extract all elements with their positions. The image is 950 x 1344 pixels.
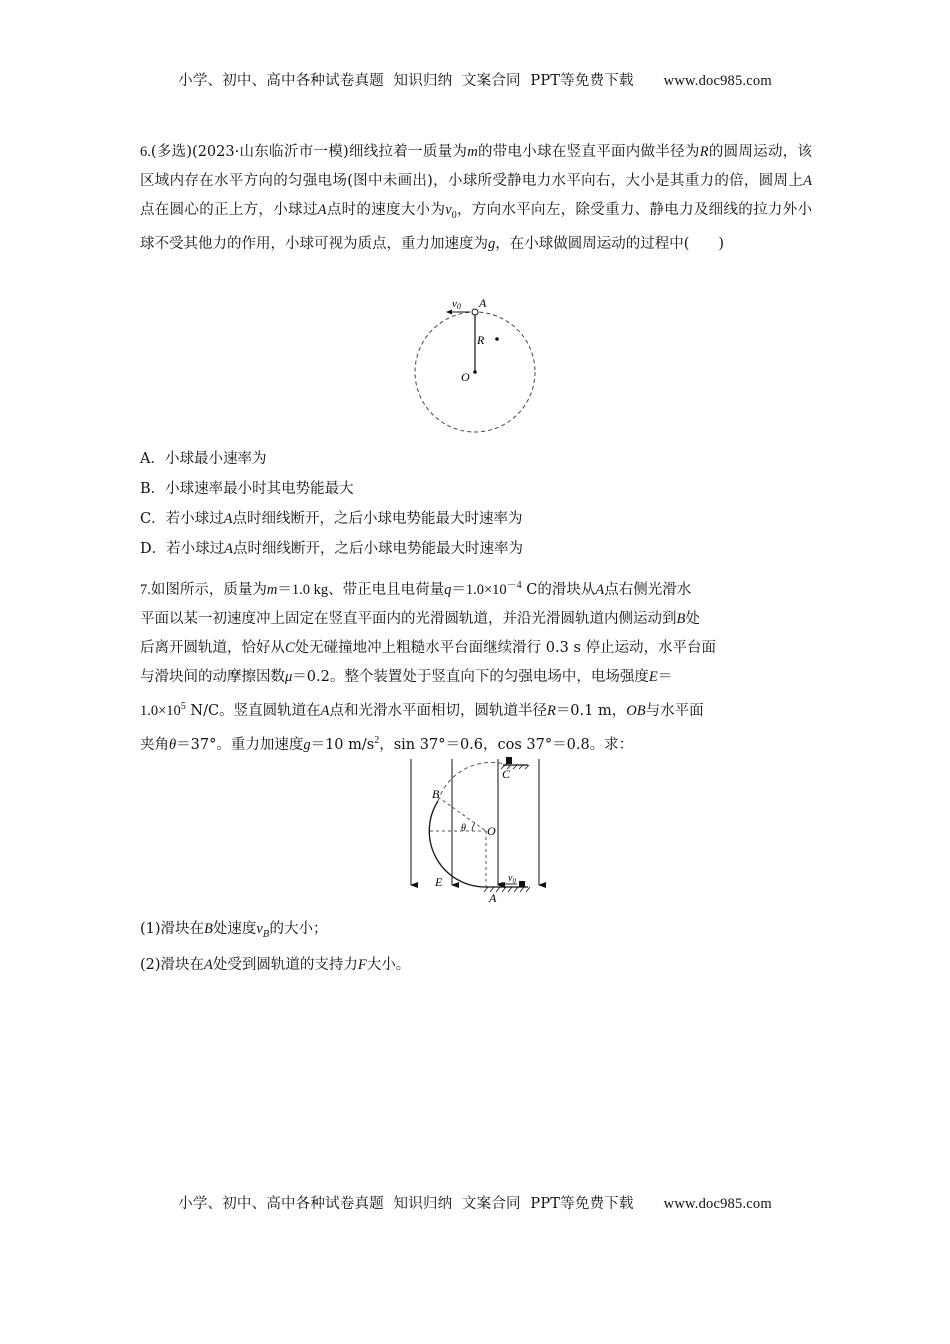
label-A: A	[479, 296, 487, 310]
sub-text: (2)滑块在	[140, 956, 205, 973]
sub-text: 处受到圆轨道的支持力	[212, 956, 358, 973]
q6-var: A	[317, 202, 327, 218]
q6-text: ，在小球做圆周运动的过程中( )	[495, 235, 725, 252]
label-C: C	[502, 767, 511, 781]
q6-var: g	[488, 235, 496, 252]
q7-sup: －4	[506, 580, 522, 591]
q7-text: ＝37°。重力加速度	[176, 736, 304, 753]
q6-text: ，方向水平向左，除受重力、静电力及细线的拉力外小球不受其他力的作用，小球可视为质点，重力加速度为	[140, 202, 813, 252]
label-E: E	[435, 875, 443, 889]
option-label: D．	[140, 541, 167, 557]
q7-sup: 5	[180, 700, 186, 712]
q6-var: A	[803, 173, 812, 189]
slider-block	[519, 881, 525, 887]
q7-text: ＝0.2。整个装置处于竖直向下的匀强电场中，电场强度	[292, 668, 649, 685]
q7-text: ＝0.1 m，	[555, 702, 627, 719]
option-b	[140, 474, 812, 504]
q7-text: C的滑块从	[521, 581, 596, 598]
q7-text: 处无碰撞地冲上粗糙水平台面继续滑行 0.3 s 停止运动，水平台面	[294, 639, 716, 656]
page-header	[0, 69, 950, 90]
sub-var: B	[204, 921, 213, 937]
q7-var: g	[303, 736, 311, 753]
q7-text: 与滑块间的动摩擦因数	[140, 668, 285, 685]
center-O-dot	[473, 370, 477, 374]
q6-text: 点在圆心的正上方，小球过	[140, 202, 318, 218]
option-a	[140, 444, 812, 474]
q7-number: 7.	[140, 581, 151, 598]
q6-text: 的带电小球在竖直平面内做半径为	[477, 144, 700, 160]
q7-text: 点和光滑水平面相切，圆轨道半径	[329, 702, 547, 719]
sub-text: (1)滑块在	[140, 921, 205, 937]
q7-text: 1.0×10	[140, 702, 181, 719]
q6-sub: 0	[451, 209, 457, 221]
q7-subquestions	[140, 914, 812, 980]
question-7	[140, 571, 812, 759]
q7-text: ＝10 m/s	[310, 736, 375, 753]
q6-tag: (多选)	[150, 144, 193, 160]
q7-stem-line-3	[140, 634, 812, 663]
q7-text: ＝1.0 kg、带正电且电荷量	[277, 581, 445, 598]
option-c	[140, 504, 812, 534]
q7-text: ，sin 37°＝0.6，cos 37°＝0.8。求：	[379, 736, 634, 753]
angle-arc	[472, 823, 475, 831]
footer-site-link[interactable]: www.doc985.com	[663, 1196, 772, 1212]
q7-text: 夹角	[140, 736, 169, 753]
q6-stem	[140, 138, 812, 259]
footer-text: 小学、初中、高中各种试卷真题 知识归纳 文案合同 PPT等免费下载	[178, 1196, 634, 1212]
v0-arrowhead	[446, 310, 452, 315]
q7-var: θ	[169, 736, 177, 753]
q7-text: 处	[685, 610, 700, 627]
q6-var: v	[445, 202, 452, 218]
option-text: 若小球过	[165, 511, 224, 527]
option-text: 点时细线断开，之后小球电势能最大时速率为	[233, 541, 523, 557]
q6-var: R	[699, 144, 709, 160]
q7-stem-line-2	[140, 605, 812, 634]
q6-number: 6.	[140, 144, 151, 160]
q7-text: 后离开圆轨道，恰好从	[140, 639, 285, 656]
label-v0: v0	[452, 298, 461, 311]
q7-var: OB	[626, 702, 646, 719]
q7-text: 点右侧光滑水	[604, 581, 692, 598]
option-text: 若小球过	[166, 541, 225, 557]
option-var: A	[224, 541, 233, 557]
q7-text: N/C。竖直圆轨道在	[185, 702, 321, 719]
sub-text: 的大小；	[269, 921, 328, 937]
block-at-C	[506, 757, 512, 764]
q6-text: 的圆周运动，该区域内存在水平方向的匀强电场(图中未画出)，小球所受静电力水平向右，大小是其重力的倍，圆周上	[140, 144, 813, 189]
q7-var: A	[320, 702, 330, 719]
q7-text: 与水平面	[645, 702, 704, 719]
option-label: A．	[140, 451, 165, 467]
q7-var: E	[648, 668, 658, 685]
question-6	[140, 138, 812, 259]
ball-at-A	[472, 309, 478, 315]
q7-sup: 2	[374, 734, 380, 746]
q6-text: 细线拉着一质量为	[348, 144, 468, 160]
q6-text: 点时的速度大小为	[326, 202, 446, 218]
q7-stem-line-4	[140, 663, 812, 692]
q7-text: ＝	[657, 668, 673, 685]
q7-var: m	[266, 581, 278, 598]
q7-var: A	[595, 581, 605, 598]
q6-options	[140, 444, 812, 564]
sub-text: 大小。	[366, 956, 411, 973]
option-label: C．	[140, 511, 166, 527]
label-O: O	[461, 370, 470, 384]
q7-text: ＝1.0×10	[451, 581, 507, 598]
label-B: B	[432, 787, 440, 801]
label-O: O	[487, 824, 496, 838]
label-A: A	[489, 891, 497, 903]
sub-text: 处速度	[212, 921, 257, 937]
sub-var: F	[357, 956, 367, 973]
q7-sub-1	[140, 914, 812, 950]
sub-var: A	[204, 956, 213, 973]
sub-subscript: B	[262, 929, 270, 940]
label-R: R	[477, 333, 485, 347]
q7-text: 如图所示，质量为	[150, 581, 267, 598]
label-v0: $v_0$	[508, 873, 516, 885]
q6-var: m	[467, 144, 478, 160]
q7-var: μ	[285, 668, 293, 685]
q7-stem-line-5	[140, 692, 812, 726]
page-footer	[0, 1192, 950, 1213]
q7-sub-2	[140, 950, 812, 980]
q7-stem-line-1	[140, 571, 812, 605]
q6-source: (2023·山东临沂市一模)	[192, 144, 349, 160]
q7-text: 平面以某一初速度冲上固定在竖直平面内的光滑圆轨道，并沿光滑圆轨道内侧运动到	[140, 610, 677, 627]
q7-var: q	[444, 581, 452, 598]
option-label: B．	[140, 481, 166, 497]
option-d	[140, 534, 812, 564]
option-text: 小球速率最小时其电势能最大	[165, 481, 354, 497]
header-text: 小学、初中、高中各种试卷真题 知识归纳 文案合同 PPT等免费下载	[178, 73, 634, 89]
q7-track-figure	[400, 753, 550, 903]
option-text: 点时细线断开，之后小球电势能最大时速率为	[232, 511, 523, 527]
q7-var: R	[546, 702, 556, 719]
header-site-link[interactable]: www.doc985.com	[663, 73, 772, 89]
option-var: A	[223, 511, 233, 527]
sub-var: v	[256, 921, 263, 937]
label-theta: θ	[461, 823, 466, 834]
q7-var: C	[285, 639, 295, 656]
q6-circle-figure	[412, 296, 542, 436]
q7-var: B	[676, 610, 686, 627]
option-text: 小球最小速率为	[164, 451, 267, 467]
dot-marker	[495, 337, 499, 341]
